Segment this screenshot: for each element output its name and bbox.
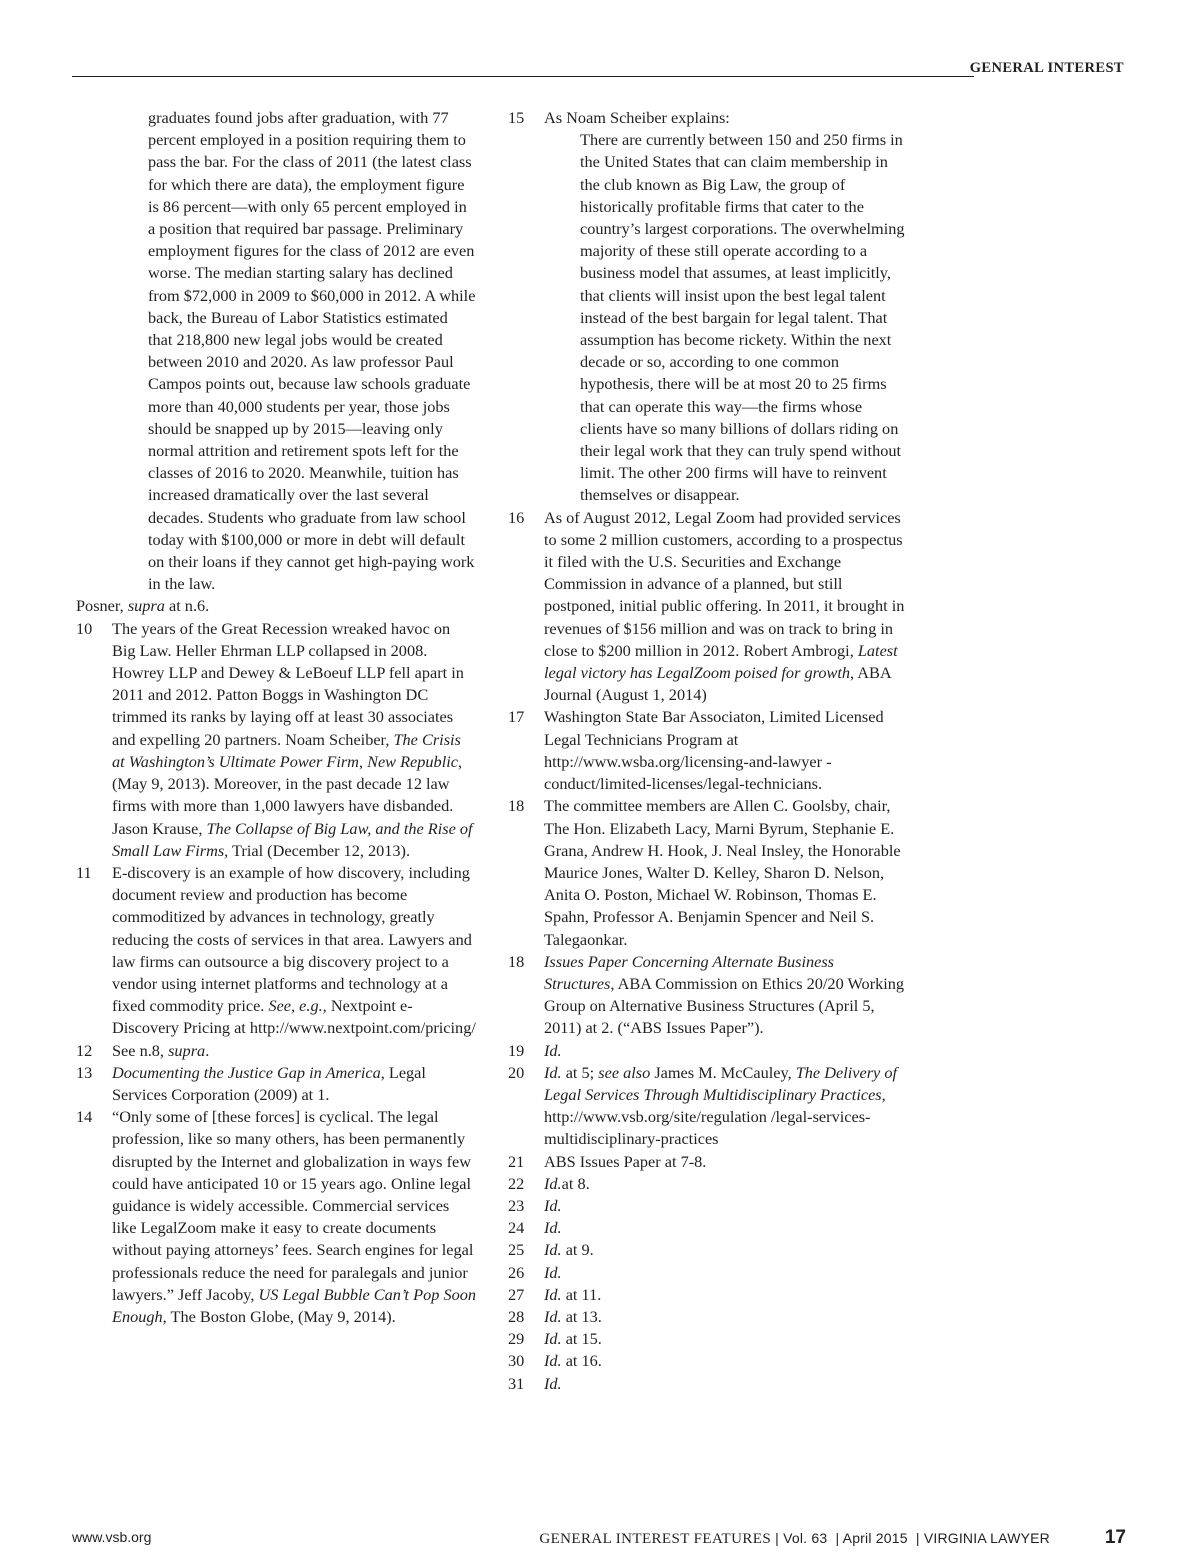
- italic-citation: Id.: [544, 1284, 562, 1304]
- endnote-15: [508, 107, 908, 507]
- endnote-number: 22: [508, 1173, 525, 1193]
- endnote-18: [508, 951, 908, 1040]
- italic-citation: Issues Paper Concerning Alternate Business Structures: [544, 951, 835, 993]
- endnote-text: , The Boston Globe, (May 9, 2014).: [162, 1306, 396, 1326]
- endnote-31: [508, 1373, 908, 1395]
- italic-citation: Id.: [544, 1351, 562, 1371]
- endnote-text: , ABA Commission on Ethics 20/20 Working Group on Alternative Business Structures (April 5, 2011) at 2. (“ABS Issues Paper”).: [544, 973, 905, 1038]
- endnote-number: 11: [76, 862, 92, 882]
- italic-citation: Id.: [544, 1040, 562, 1060]
- italic-citation: Id.: [544, 1218, 562, 1238]
- endnote-19: [508, 1040, 908, 1062]
- footer-volume: Vol. 63: [783, 1530, 828, 1546]
- endnote-28: [508, 1306, 908, 1328]
- endnote-text: The committee members are Allen C. Goolsby, chair, The Hon. Elizabeth Lacy, Marni Byrum, Stephanie E. Grana, Andrew H. Hook, J. Neal Insley, the Honorable Maurice Jones, Walter D. Kelley, Sharon D. Nelson, Anita O. Poston, Michael W. Robinson, Thomas E. Spahn, Professor A. Benjamin Spencer and Neil S. Talegaonkar.: [544, 796, 901, 949]
- endnote-16: [508, 507, 908, 707]
- italic-citation: See, e.g.,: [268, 996, 327, 1016]
- italic-citation: Id.: [544, 1062, 562, 1082]
- left-column: [76, 107, 476, 1328]
- endnote-text: ,: [358, 751, 368, 771]
- endnote-14: [76, 1106, 476, 1328]
- endnote-text: As of August 2012, Legal Zoom had provided services to some 2 million customers, according to a prospectus it filed with the U.S. Securities and Exchange Commission in advance of a planned, but still postponed, initial public offering. In 2011, it brought in revenues of $156 million and was on track to bring in close to $200 million in 2012. Robert Ambrogi,: [544, 507, 905, 660]
- italic-citation: Documenting the Justice Gap in America: [112, 1062, 381, 1082]
- footer-publication-line: GENERAL INTEREST FEATURES | Vol. 63 | April 2015 | VIRGINIA LAWYER: [539, 1530, 1050, 1547]
- endnote-number: 16: [508, 507, 525, 527]
- endnote-number: 10: [76, 618, 93, 638]
- endnote-text: ABS Issues Paper at 7-8.: [544, 1151, 707, 1171]
- footer-issue: April 2015: [842, 1530, 908, 1546]
- endnote-text: at 13.: [561, 1306, 602, 1326]
- left-endnotes: [76, 618, 476, 1329]
- endnote-number: 31: [508, 1373, 525, 1393]
- footer-website: www.vsb.org: [72, 1529, 152, 1545]
- endnote-text: , (May 9, 2013). Moreover, in the past decade 12 law firms with more than 1,000 lawyers have disbanded. Jason Krause,: [112, 751, 463, 838]
- endnote-text: See n.8,: [112, 1040, 169, 1060]
- endnote-text: at 5;: [561, 1062, 599, 1082]
- endnote-text: Trial (December 12, 2013).: [228, 840, 411, 860]
- quote-continuation: graduates found jobs after graduation, with 77 percent employed in a position requiring them to pass the bar. For the class of 2011 (the latest class for which there are data), the employment figure is 86 percent—with only 65 percent employed in a position that required bar passage. Preliminary employment figures for the class of 2012 are even worse. The median starting salary has declined from $72,000 in 2009 to $60,000 in 2012. A while back, the Bureau of Labor Statistics estimated that 218,800 new legal jobs would be created between 2010 and 2020. As law professor Paul Campos points out, because law schools graduate more than 40,000 students per year, those jobs should be snapped up by 2015—leaving only normal attrition and retirement spots left for the classes of 2016 to 2020. Meanwhile, tuition has increased dramatically over the last several decades. Students who graduate from law school today with $100,000 or more in debt will default on their loans if they cannot get high-paying work in the law.: [148, 108, 476, 594]
- section-label: GENERAL INTEREST: [969, 60, 1124, 76]
- endnote-text: , Legal Services Corporation (2009) at 1.: [112, 1062, 426, 1104]
- endnote-11: [76, 862, 476, 1040]
- right-column: [508, 107, 908, 1395]
- italic-citation: Id.: [544, 1373, 562, 1393]
- endnote-text: “Only some of [these forces] is cyclical. The legal profession, like so many others, has been permanently disrupted by the Internet and globalization in ways few could have anticipated 10 or 15 years ago. Online legal guidance is widely accessible. Commercial services like LegalZoom make it easy to create documents without paying attorneys’ fees. Search engines for legal professionals reduce the need for paralegals and junior lawyers.” Jeff Jacoby,: [112, 1107, 474, 1304]
- endnote-17: [508, 706, 908, 795]
- header-rule: [72, 76, 974, 77]
- endnote-number: 24: [508, 1218, 525, 1238]
- endnote-number: 20: [508, 1062, 525, 1082]
- endnote-21: [508, 1151, 908, 1173]
- page-number: 17: [1104, 1527, 1126, 1548]
- endnote-text: Nextpoint e-Discovery Pricing at http://www.nextpoint.com/pricing/: [112, 996, 476, 1038]
- italic-citation: The Crisis at Washington’s Ultimate Power Firm: [112, 729, 461, 771]
- endnote-18: [508, 795, 908, 950]
- endnote-text: , ABA Journal (August 1, 2014): [544, 663, 891, 705]
- endnote-23: [508, 1195, 908, 1217]
- endnote-number: 18: [508, 951, 525, 971]
- posner-citation: Posner, supra at n.6.: [76, 596, 210, 616]
- endnote-text: The years of the Great Recession wreaked havoc on Big Law. Heller Ehrman LLP collapsed in 2008. Howrey LLP and Dewey & LeBoeuf LLP fell apart in 2011 and 2012. Patton Boggs in Washington DC trimmed its ranks by laying off at least 30 associates and expelling 20 partners. Noam Scheiber,: [112, 618, 464, 749]
- endnote-intro: As Noam Scheiber explains:: [544, 108, 730, 127]
- endnote-24: [508, 1217, 908, 1239]
- endnote-number: 13: [76, 1062, 93, 1082]
- endnote-number: 29: [508, 1329, 525, 1349]
- endnote-10: [76, 618, 476, 862]
- endnote-30: [508, 1350, 908, 1372]
- endnote-number: 12: [76, 1040, 93, 1060]
- endnote-text: at 11.: [561, 1284, 602, 1304]
- endnote-20: [508, 1062, 908, 1151]
- block-quote: There are currently between 150 and 250 firms in the United States that can claim membership in the club known as Big Law, the group of historically profitable firms that cater to the country’s largest corporations. The overwhelming majority of these still operate according to a business model that assumes, at least implicitly, that clients will insist upon the best legal talent instead of the best bargain for legal talent. That assumption has become rickety. Within the next decade or so, according to one common hypothesis, there will be at most 20 to 25 firms that can operate this way—the firms whose clients have so many billions of dollars riding on their legal work that they can truly spend without limit. The other 200 firms will have to reinvent themselves or disappear.: [580, 130, 905, 505]
- endnote-12: [76, 1040, 476, 1062]
- endnote-text: .: [205, 1040, 210, 1060]
- endnote-25: [508, 1239, 908, 1261]
- endnote-13: [76, 1062, 476, 1106]
- endnote-29: [508, 1328, 908, 1350]
- endnote-26: [508, 1262, 908, 1284]
- endnote-number: 23: [508, 1195, 525, 1215]
- endnote-number: 19: [508, 1040, 525, 1060]
- italic-citation: New Republic: [367, 751, 458, 771]
- footer-features: GENERAL INTEREST FEATURES: [539, 1531, 772, 1547]
- italic-citation: Id.: [544, 1240, 562, 1260]
- endnote-number: 18: [508, 796, 525, 816]
- footer-publication: VIRGINIA LAWYER: [923, 1530, 1050, 1546]
- endnote-text: , http://www.vsb.org/site/regulation /legal-services-multidisciplinary-practices: [544, 1084, 886, 1149]
- endnote-number: 27: [508, 1284, 525, 1304]
- endnote-text: at 15.: [561, 1329, 602, 1349]
- endnote-text: E-discovery is an example of how discovery, including document review and production has become commoditized by advances in technology, greatly reducing the costs of services in that area. Lawyers and law firms can outsource a big discovery project to a vendor using internet platforms and technology at a fixed commodity price.: [112, 862, 472, 1016]
- endnote-number: 26: [508, 1262, 525, 1282]
- endnote-27: [508, 1284, 908, 1306]
- right-endnotes: [508, 507, 908, 1395]
- endnote-text: at 16.: [561, 1351, 602, 1371]
- endnote-number: 15: [508, 108, 525, 127]
- italic-citation: The Delivery of Legal Services Through Multidisciplinary Practices: [544, 1062, 897, 1104]
- italic-citation: Latest legal victory has LegalZoom poised for growth: [544, 640, 898, 683]
- italic-citation: supra: [168, 1040, 206, 1060]
- endnote-text: at 9.: [561, 1240, 594, 1260]
- endnote-number: 30: [508, 1351, 525, 1371]
- italic-citation: Id.: [544, 1329, 562, 1349]
- italic-citation: The Collapse of Big Law, and the Rise of Small Law Firms,: [112, 818, 473, 860]
- italic-citation: Id.: [544, 1262, 562, 1282]
- endnote-number: 14: [76, 1107, 93, 1127]
- endnote-number: 25: [508, 1240, 525, 1260]
- italic-citation: see also: [598, 1062, 651, 1082]
- endnote-text: at 8.: [561, 1173, 590, 1193]
- italic-citation: US Legal Bubble Can’t Pop Soon Enough: [112, 1284, 477, 1326]
- endnote-22: [508, 1173, 908, 1195]
- endnote-number: 17: [508, 707, 525, 727]
- italic-citation: Id.: [544, 1173, 562, 1193]
- endnote-number: 21: [508, 1151, 525, 1171]
- italic-citation: Id.: [544, 1195, 562, 1215]
- endnote-text: James M. McCauley,: [650, 1062, 796, 1082]
- italic-citation: Id.: [544, 1306, 562, 1326]
- endnote-number: 28: [508, 1306, 525, 1326]
- endnote-text: Washington State Bar Associaton, Limited Licensed Legal Technicians Program at http://www.wsba.org/licensing-and-lawyer -conduct/limited-licenses/legal-technicians.: [544, 707, 884, 794]
